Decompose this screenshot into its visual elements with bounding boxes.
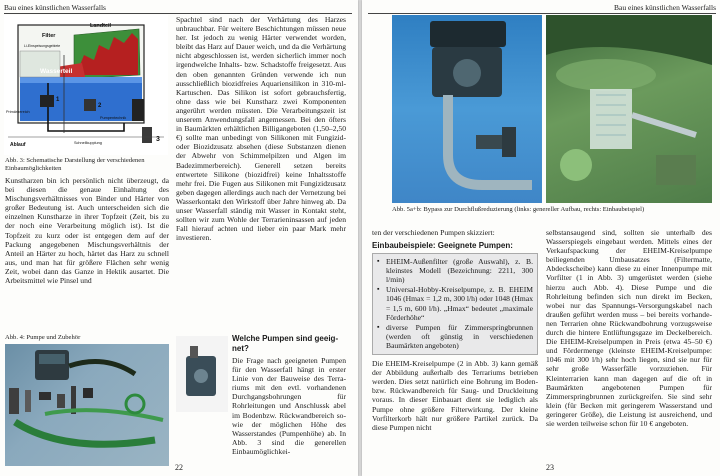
- intro-line: ten der verschiedenen Pumpen skizziert:: [372, 228, 495, 237]
- pump-photo: [5, 344, 169, 466]
- heading-suitable-pumps: Welche Pumpen sind geeignet?: [232, 334, 339, 353]
- page-number-right: 23: [546, 463, 554, 472]
- figure-bypass-example: [546, 15, 712, 203]
- right-column-1: [372, 228, 538, 432]
- valve: [476, 135, 506, 149]
- left-column-1-text: [5, 176, 169, 285]
- paragraph: Die Frage nach geeigneten Pumpen für den Wasserfall hängt in erster Linie von der Bauweise des Terrariums mit den evtl. vorhandenen Durchgangsbohrungen für Rohrleitungen und Anschlussk abel im Bodenbzw. Rückwandbereich sowie der möglichen Höhe des Wasserstandes (Pumpenhöhe) ab. In Abb. 3 sind die generellen Einbaumöglichkei-: [232, 356, 346, 456]
- water-area: [20, 77, 142, 121]
- filter-basket: [590, 89, 632, 149]
- pump-list-box: [372, 253, 538, 355]
- left-column-2-pumps-text: [232, 356, 346, 456]
- label-wasserteil: Wasserteil: [40, 68, 73, 75]
- label-3: 3: [156, 136, 160, 143]
- right-page: [362, 0, 720, 476]
- left-page: [0, 0, 358, 476]
- pump-1: [40, 95, 54, 107]
- external-filter: [132, 99, 144, 121]
- right-column-2: [546, 228, 712, 428]
- label-schnellkupplung: Schnellkupplung: [74, 141, 102, 145]
- schematic-drawing: [4, 15, 168, 155]
- figure-schematic: [4, 15, 168, 155]
- filter-part: [9, 388, 19, 414]
- figure-3-caption: Abb. 3: Schematische Darstellung der verschiedenen Einbaumöglichkeiten: [5, 157, 145, 172]
- pump-list-item: ▪ Universal-Hobby-Kreiselpumpe, z. B. EHEIM 1046 (Hmax = 1,2 m, 300 l/h) oder 1048 (Hmax = 1,5 m, 600 l/h). „Hmax“ bedeutet „maximale Förderhöhe“: [386, 285, 533, 321]
- label-2: 2: [98, 103, 102, 109]
- pump-3: [142, 127, 152, 143]
- label-landteil: Landteil: [90, 23, 112, 29]
- paragraph: Spachtel sind nach der Verhärtung des Harzes unbrauchbar. Für weitere Beschichtungen müssen neue her. Ist jedoch zu wenig Härter verwendet worden, bleibt das Harz auf Dauer weich, und da die Verhärtung nicht abgeschlossen ist, werden sicherlich immer noch irgendwelche Inhalts- bzw. Schadstoffe freigesetzt. Aus den oben genannten Gründen verwende ich nun ausschließlich biozidfreies Aquariensilikon in 310-ml-Kartuschen. Das Silikon ist sofort gebrauchsfertig, ohne dass wie bei Kunstharz zwei Komponenten angerührt werden müssten. Die Verarbeitungszeit ist unserem Anwendungsfall angemessen. Bei den öfters in Baumärkten erhältlichen Billigangeboten (1,50–2,50 €) sollte man unbedingt von Silikonen mit Fungizid- oder Biozidzusatz absehen (diese Substanzen dienen der Abwehr von Schimmelpilzen und Algen im Badezimmerbereich). Generell setzen bereits entwertete Silikone (biozidfrei) keine Inhaltsstoffe mehr frei. Die Fugen aus Silikonen mit Fungizidzusatz geben dagegen allerdings auch nach der Vernetzung bei Wasserkontakt den Wirkstoff über Jahre hinweg ab. Da unser Wasserfall ständig mit Wasser in Kontakt steht, sollten wir zum Wohle der Terrarieninsassen auf jeden Fall hierauf achten und lieber ein paar Mark mehr investieren.: [176, 15, 346, 243]
- label-ablauf: Ablauf: [10, 142, 26, 148]
- green-hose: [15, 422, 155, 444]
- paragraph: Die EHEIM-Kreiselpumpe (2 in Abb. 3) kann gemäß der Abbildung außerhalb des Terrariums betrieben werden. Dies setzt natürlich eine Bohrung im Boden- bzw. Rückwandbereich für Saug- und Druckleitung voraus. In dieser Einbauart dient sie lediglich als Pumpe ohne größere Filterwirkung. Der kleine Vorfilterkorb hält nur größere Partikel zurück. Da diese Pumpen nicht: [372, 359, 538, 432]
- figure-4-caption: Abb. 4: Pumpe und Zubehör: [5, 334, 81, 341]
- figure-pump-accessories: [5, 344, 169, 466]
- figure-bypass-setup: [392, 15, 542, 203]
- label-filter: Filter: [42, 33, 56, 39]
- figure-5-caption: Abb. 5a+b: Bypass zur Durchflußreduzierung (links: genereller Aufbau, rechts: Einbaubeispiel): [392, 206, 645, 213]
- label-primaer: Primärbereich: [6, 110, 30, 114]
- pump-2: [84, 99, 96, 111]
- pump-list-item: ▪ diverse Pumpen für Zimmerspringbrunnen (werden oft günstig in verschiedenen Baumärkten angeboten): [386, 323, 533, 350]
- figure-small-pump: [176, 336, 228, 412]
- cable: [69, 362, 135, 375]
- paragraph: selbstansaugend sind, sollten sie unterhalb des Wasserspiegels eingebaut werden. Mittels eines der Verkaufspackung der EHEIM-Kreiselpumpe beiliegenden Umbausatzes (Filtermatte, Abdeckscheibe) kann diese zu einer Innenpumpe mit Vorfilter (1 in Abb. 3) umgerüstet werden (siehe hierzu auch Abb. 4). Diese Pumpe und die Rohrleitung befinden sich nun direkt im Becken, wobei nur das Spannungs-Versorgungskabel nach draußen geführt werden muss – bei bereits vorhandenen Terrarien ohne Rückwandbohrung vorzugsweise durch die hintere Entlüftungsgaze im Deckelbereich. Die EHEIM-Kreiselpumpen in Preis (etwa 45–50 €) und Fördermenge (kleinste EHEIM-Kreiselpumpe: 1046 mit 300 l/h) sehr hoch liegen, sind sie nur für sehr große Wasserfälle vorzuziehen. Für Kleinterrarien kann man dagegen auf die oft in Baumärkten angebotenen Pumpen für Zimmerspringbrunnen zurückgreifen. Sie sind sehr klein (für Becken mit geringerem Wasserstand und geringerer Größe), die Leistung ist ausreichend, und sie werden teilweise schon für 10 € angeboten.: [546, 228, 712, 428]
- running-head-right: Bau eines künstlichen Wasserfalls: [368, 3, 716, 14]
- label-pumpentechnik: Pumpentechnik: [100, 116, 127, 120]
- heading-examples: Einbaubeispiele: Geeignete Pumpen:: [372, 241, 513, 251]
- pump-list-item: ▪ EHEIM-Außenfilter (große Auswahl), z. B. kleinstes Modell (Bezeichnung: 2211, 300 l/min): [386, 257, 533, 284]
- label-1: 1: [56, 97, 60, 103]
- bypass-pump-top: [430, 21, 506, 47]
- paragraph: Kunstharzen bin ich persönlich nicht überzeugt, da bei diesen die genaue Einhaltung des Mischungsverhältnisses von Binder und Härter von großer Bedeutung ist. Auch unterscheiden sich die einzelnen Kunstharze in ihrer Topfzeit (Zeit, bis zu der noch eine Verarbeitung möglich ist). Ist die Topfzeit zu kurz oder ist entgegen dem auf der Packung angegebenen Mischungsverhältnis der Anteil an Härter zu hoch, härtet das Harz zu schnell aus, und man hat für größere Flächen sehr wenig Zeit, wobei dann das Ganze in Hektik ausartet. Die Arbeitsmittel wie Pinsel und: [5, 176, 169, 286]
- left-column-2-text: [176, 15, 346, 242]
- page-number-left: 22: [175, 463, 183, 472]
- label-einspeisung: Li-Einspeisungsgebiete: [24, 44, 61, 48]
- running-head-left: Bau eines künstlichen Wasserfalls: [4, 3, 352, 14]
